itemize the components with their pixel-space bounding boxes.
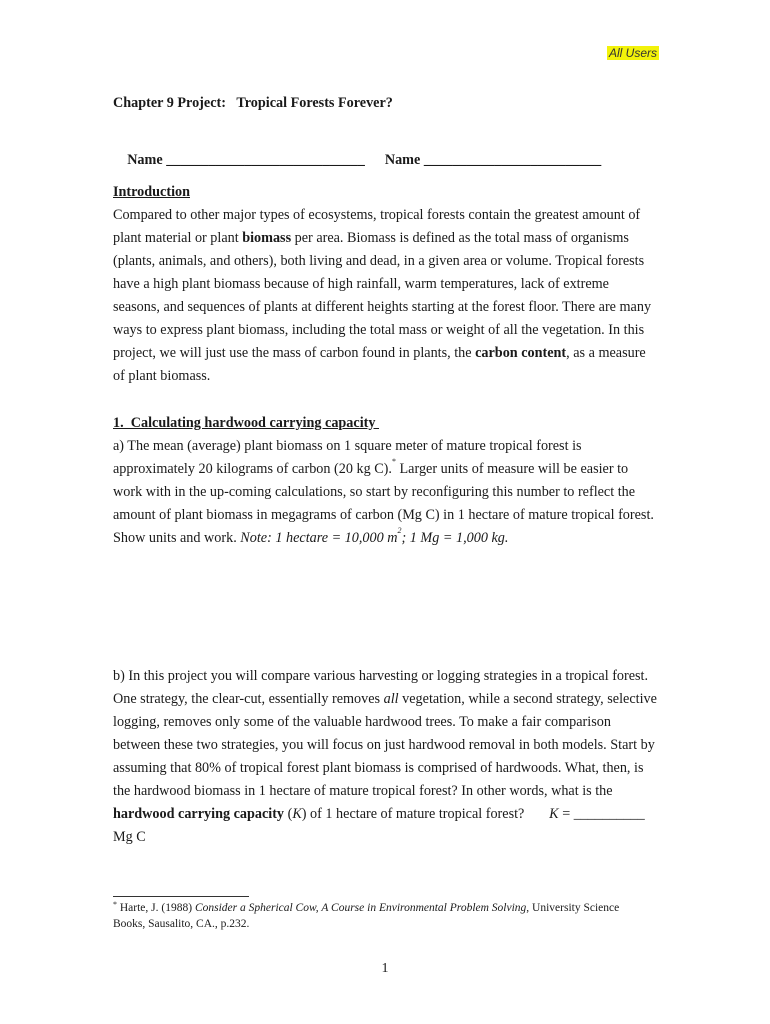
introduction-paragraph: Compared to other major types of ecosystems, tropical forests contain the greatest amount of plant material or plant biomass per area. Biomass is defined as the total mass of organisms (plants, animals, and others), both living and dead, in a given area or volume. Tropical forests have a high plant biomass because of high rainfall, warm temperatures, lack of extreme seasons, and sequences of plants at different heights starting at the forest floor. There are many ways to express plant biomass, including the total mass or weight of all the vegetation. In this project, we will just use the mass of carbon found in plants, the carbon content, as a measure of plant biomass.	[113, 207, 652, 384]
section-1-heading: 1. Calculating hardwood carrying capacity	[113, 415, 380, 431]
name-fields	[113, 135, 658, 186]
introduction-heading: Introduction	[113, 184, 190, 200]
audience-tag: All Users	[609, 46, 658, 60]
question-a: a) The mean (average) plant biomass on 1 square meter of mature tropical forest is approximately 20 kilograms of carbon (20 kg C).* Larger units of measure will be easier to work with in the up-coming calculations, so start by reconfiguring this number to reflect the amount of plant biomass in megagrams of carbon (Mg C) in 1 hectare of mature tropical forest. Show units and work. Note: 1 hectare = 10,000 $m^2$; 1 Mg = 1,000 kg.	[113, 438, 654, 546]
name-field-2[interactable]: Name _________________________	[384, 152, 602, 168]
section-1	[113, 412, 658, 550]
question-b: b) In this project you will compare various harvesting or logging strategies in a tropical forest. One strategy, the clear-cut, essentially removes all vegetation, while a second strategy, selective logging, removes only some of the valuable hardwood trees. To make a fair comparison between these two strategies, you will focus on just hardwood removal in both models. Start by assuming that 80% of tropical forest plant biomass is comprised of hardwoods. What, then, is the hardwood biomass in 1 hectare of mature tropical forest? In other words, what is the hardwood carrying capacity (K) of 1 hectare of mature tropical forest? K = __________ Mg C	[113, 668, 657, 845]
name-field-1[interactable]: Name ____________________________	[127, 152, 365, 168]
page-number: 1	[381, 961, 389, 976]
page-title: Chapter 9 Project: Tropical Forests Forever?	[113, 95, 393, 111]
introduction-section	[113, 181, 658, 388]
footnote-mark: *	[391, 457, 396, 466]
footnote-divider	[113, 896, 249, 897]
answer-blank-k[interactable]: = __________ Mg C	[113, 806, 645, 845]
footnote: * Harte, J. (1988) Consider a Spherical Cow, A Course in Environmental Problem Solving, University Science Books, Sausalito, CA., p.232.	[113, 900, 620, 930]
